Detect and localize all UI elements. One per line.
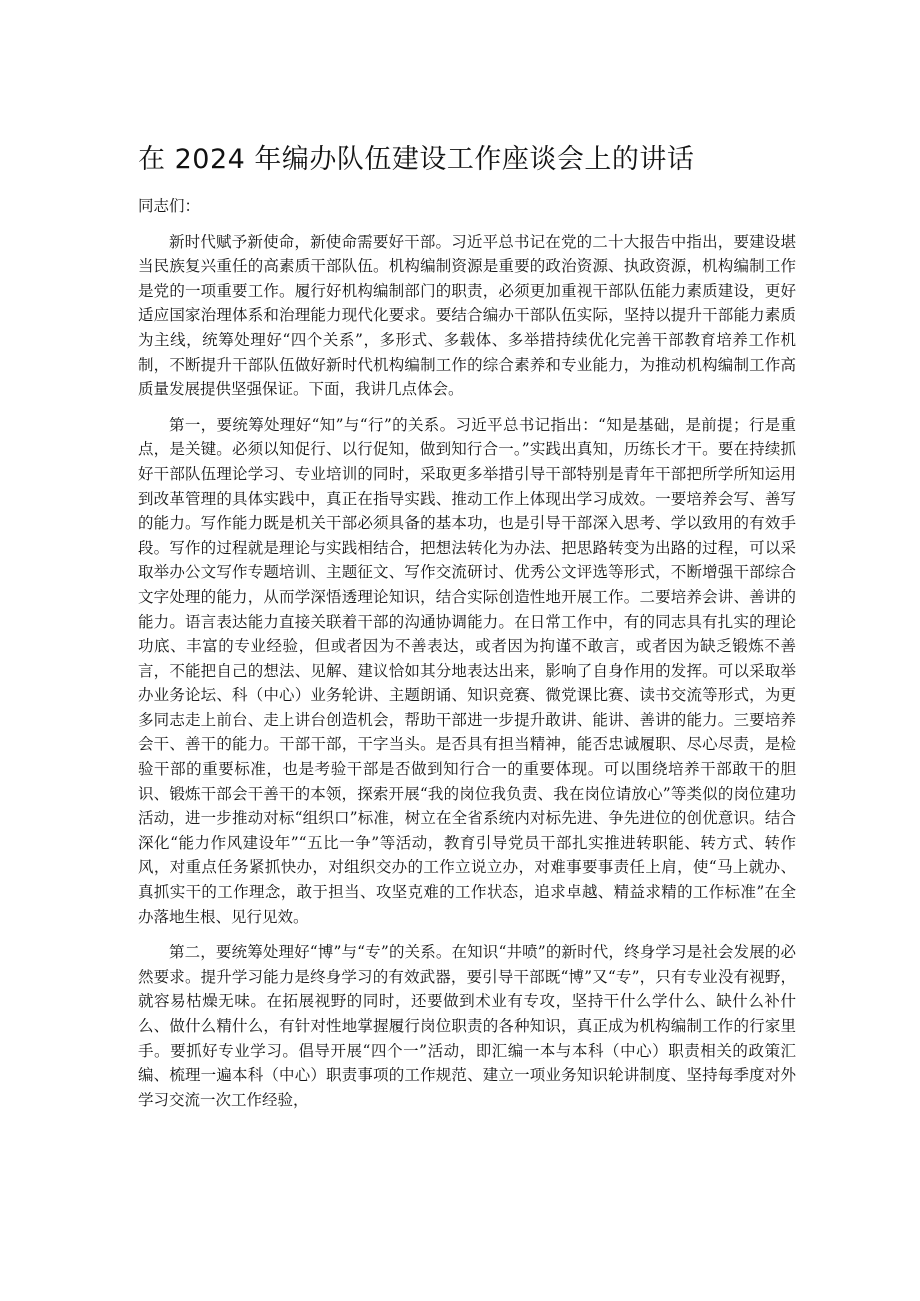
document-title: 在 2024 年编办队伍建设工作座谈会上的讲话 — [138, 144, 695, 175]
document-body — [138, 194, 796, 1123]
paragraph-first-point: 第一，要统筹处理好“知”与“行”的关系。习近平总书记指出：“知是基础，是前提；行是重点，是关键。必须以知促行、以行促知，做到知行合一。”实践出真知，历练长才干。要在持续抓好干部队伍理论学习、专业培训的同时，采取更多举措引导干部特别是青年干部把所学所知运用到改革管理的具体实践中，真正在指导实践、推动工作上体现出学习成效。一要培养会写、善写的能力。写作能力既是机关干部必须具备的基本功，也是引导干部深入思考、学以致用的有效手段。写作的过程就是理论与实践相结合，把想法转化为办法、把思路转变为出路的过程，可以采取举办公文写作专题培训、主题征文、写作交流研讨、优秀公文评选等形式，不断增强干部综合文字处理的能力，从而学深悟透理论知识，结合实际创造性地开展工作。二要培养会讲、善讲的能力。语言表达能力直接关联着干部的沟通协调能力。在日常工作中，有的同志具有扎实的理论功底、丰富的专业经验，但或者因为不善表达，或者因为拘谨不敢言，或者因为缺乏锻炼不善言，不能把自己的想法、见解、建议恰如其分地表达出来，影响了自身作用的发挥。可以采取举办业务论坛、科（中心）业务轮讲、主题朗诵、知识竞赛、微党课比赛、读书交流等形式，为更多同志走上前台、走上讲台创造机会，帮助干部进一步提升敢讲、能讲、善讲的能力。三要培养会干、善干的能力。干部干部，干字当头。是否具有担当精神，能否忠诚履职、尽心尽责，是检验干部的重要标准，也是考验干部是否做到知行合一的重要体现。可以围绕培养干部敢干的胆识、锻炼干部会干善干的本领，探索开展“我的岗位我负责、我在岗位请放心”等类似的岗位建功活动，进一步推动对标“组织口”标准，树立在全省系统内对标先进、争先进位的创优意识。结合深化“能力作风建设年”“五比一争”等活动，教育引导党员干部扎实推进转职能、转方式、转作风，对重点任务紧抓快办，对组织交办的工作立说立办，对难事要事责任上肩，使“马上就办、真抓实干的工作理念，敢于担当、攻坚克难的工作状态，追求卓越、精益求精的工作标准”在全办落地生根、见行见效。 — [138, 415, 796, 926]
salutation: 同志们： — [138, 197, 201, 215]
paragraph-second-point: 第二，要统筹处理好“博”与“专”的关系。在知识“井喷”的新时代，终身学习是社会发展的必然要求。提升学习能力是终身学习的有效武器，要引导干部既“博”又“专”，只有专业没有视野，就容易枯燥无味。在拓展视野的同时，还要做到术业有专攻，坚持干什么学什么、缺什么补什么、做什么精什么，有针对性地掌握履行岗位职责的各种知识，真正成为机构编制工作的行家里手。要抓好专业学习。倡导开展“四个一”活动，即汇编一本与本科（中心）职责相关的政策汇编、梳理一遍本科（中心）职责事项的工作规范、建立一项业务知识轮讲制度、坚持每季度对外学习交流一次工作经验， — [138, 943, 796, 1109]
paragraph-intro: 新时代赋予新使命，新使命需要好干部。习近平总书记在党的二十大报告中指出，要建设堪当民族复兴重任的高素质干部队伍。机构编制资源是重要的政治资源、执政资源，机构编制工作是党的一项重要工作。履行好机构编制部门的职责，必须更加重视干部队伍能力素质建设，更好适应国家治理体系和治理能力现代化要求。要结合编办干部队伍实际，坚持以提升干部能力素质为主线，统筹处理好“四个关系”，多形式、多载体、多举措持续优化完善干部教育培养工作机制，不断提升干部队伍做好新时代机构编制工作的综合素养和专业能力，为推动机构编制工作高质量发展提供坚强保证。下面，我讲几点体会。 — [138, 232, 796, 399]
